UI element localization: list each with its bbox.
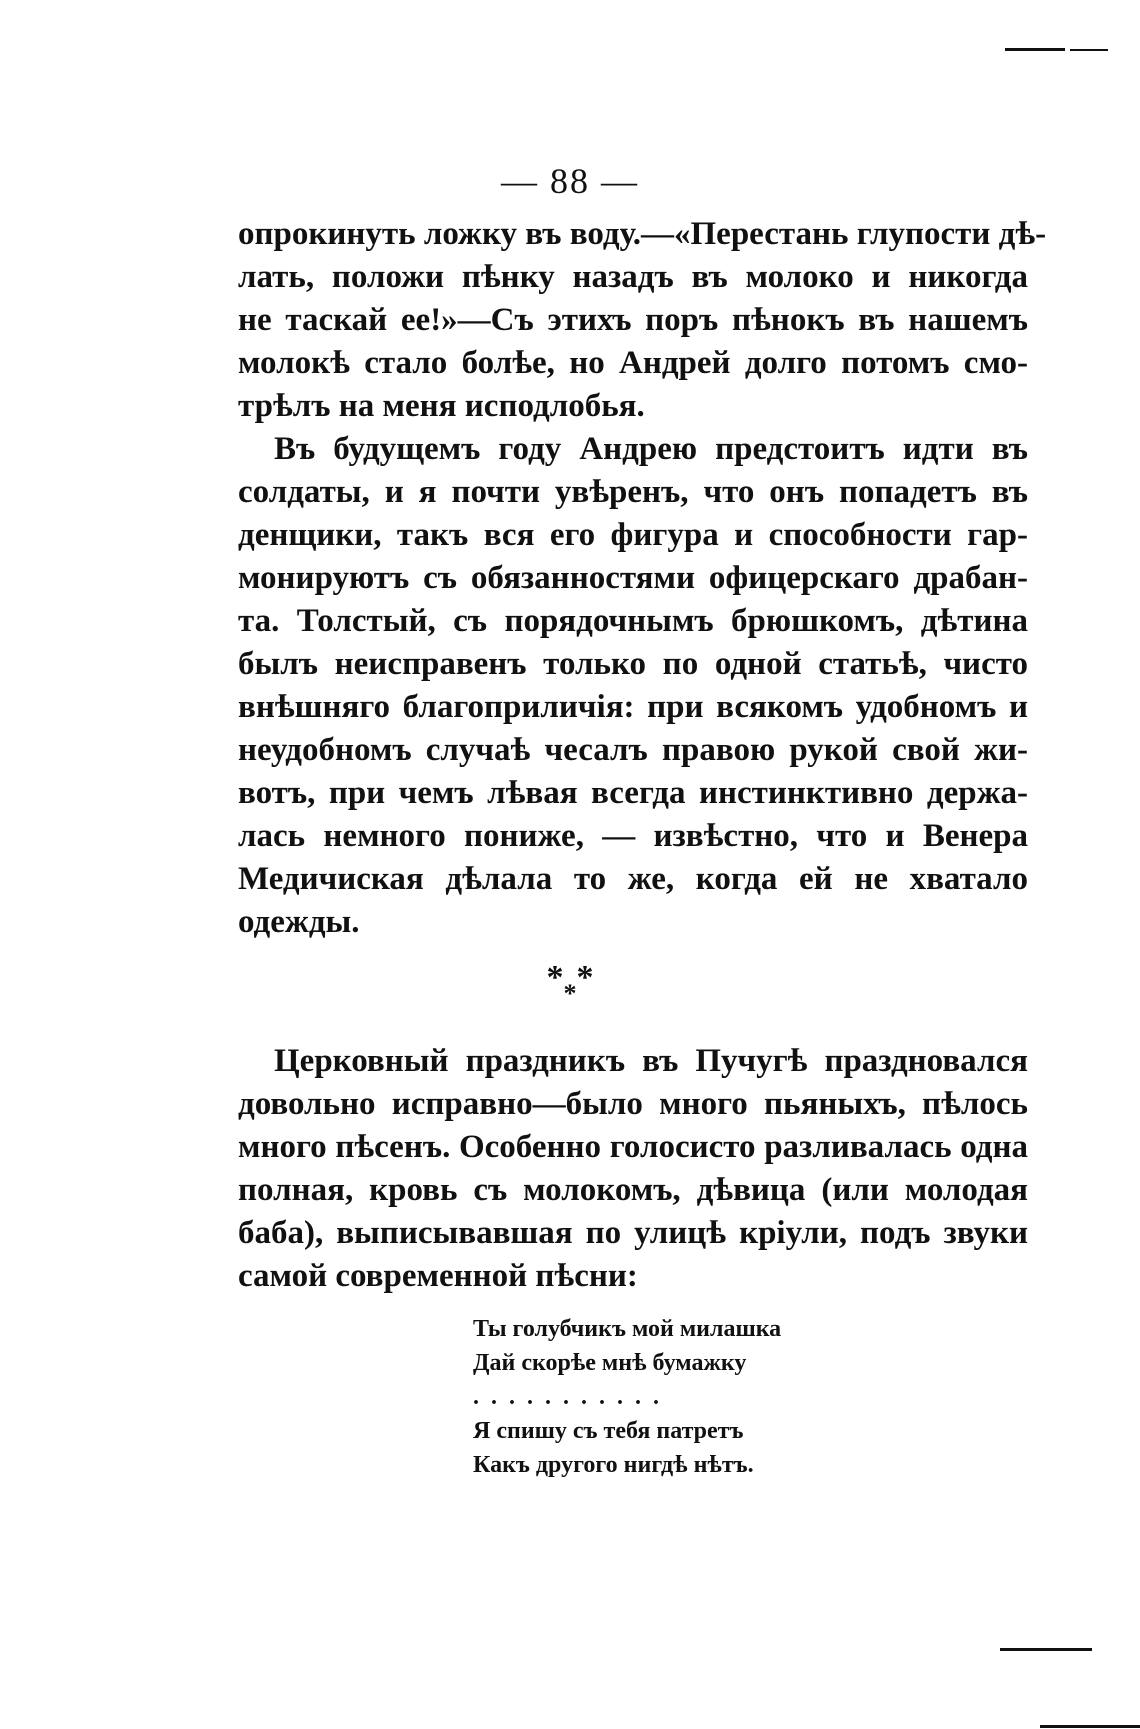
text-line: лать, положи пѣнку назадъ въ молоко и никогда [238, 259, 1028, 295]
text-line: опрокинуть ложку въ воду.—«Перестань глупости дѣ- [238, 216, 1047, 252]
verse-line: Я спишу съ тебя патретъ [473, 1418, 744, 1444]
text-line: денщики, такъ вся его фигура и способности гар- [238, 517, 1028, 553]
text-line: Церковный праздникъ въ Пучугѣ праздновался [274, 1043, 1028, 1079]
text-line: неудобномъ случаѣ чесалъ правою рукой свой жи- [238, 732, 1028, 768]
text-line: не таскай ее!»—Съ этихъ поръ пѣнокъ въ нашемъ [238, 302, 1028, 338]
page-number: — 88 — [501, 161, 639, 201]
text-line: внѣшняго благоприличія: при всякомъ удобномъ и [238, 689, 1028, 725]
verse-ellipsis: ........... [473, 1384, 671, 1410]
verse-line: Какъ другого нигдѣ нѣтъ. [473, 1452, 754, 1478]
scan-edge-mark-top [1005, 48, 1065, 51]
separator-star-middle: * [563, 979, 577, 1008]
text-line: одежды. [238, 904, 360, 940]
paragraph-2 [238, 428, 1028, 944]
body-text-continued [238, 1040, 1028, 1298]
separator-star-left: * [546, 959, 564, 996]
scan-edge-mark-bottom [1000, 1648, 1092, 1651]
text-line: Въ будущемъ году Андрею предстоитъ идти въ [274, 431, 1028, 467]
text-line: много пѣсенъ. Особенно голосисто разливалась одна [238, 1129, 1028, 1165]
text-line: былъ неисправенъ только по одной статьѣ, чисто [238, 646, 1028, 682]
section-separator-asterism [0, 959, 1140, 1008]
text-line: та. Толстый, съ порядочнымъ брюшкомъ, дѣтина [238, 603, 1028, 639]
text-line: довольно исправно—было много пьяныхъ, пѣлось [238, 1086, 1028, 1122]
text-line: самой современной пѣсни: [238, 1258, 638, 1294]
text-line: трѣлъ на меня исподлобья. [238, 388, 645, 424]
verse-line: Ты голубчикъ мой милашка [473, 1316, 782, 1342]
text-line: Медичиская дѣлала то же, когда ей не хватало [238, 861, 1028, 897]
text-line: солдаты, и я почти увѣренъ, что онъ попадетъ въ [238, 474, 1028, 510]
paragraph-1 [238, 213, 1047, 428]
paragraph-3 [238, 1040, 1028, 1298]
text-line: лась немного пониже, — извѣстно, что и Венера [238, 818, 1028, 854]
song-verse [473, 1312, 813, 1482]
text-line: полная, кровь съ молокомъ, дѣвица (или молодая [238, 1172, 1028, 1208]
text-line: баба), выписывавшая по улицѣ кріули, подъ звуки [238, 1215, 1028, 1251]
text-line: монируютъ съ обязанностями офицерскаго драбан- [238, 560, 1028, 596]
verse-line: Дай скорѣе мнѣ бумажку [473, 1350, 747, 1376]
text-line: вотъ, при чемъ лѣвая всегда инстинктивно держа- [238, 775, 1028, 811]
separator-star-right: * [576, 959, 594, 996]
scan-edge-mark-top-short [1070, 49, 1108, 51]
body-text [238, 213, 1047, 944]
text-line: молокѣ стало болѣе, но Андрей долго потомъ смо- [238, 345, 1028, 381]
scan-edge-mark-bottom-2 [1040, 1725, 1140, 1728]
